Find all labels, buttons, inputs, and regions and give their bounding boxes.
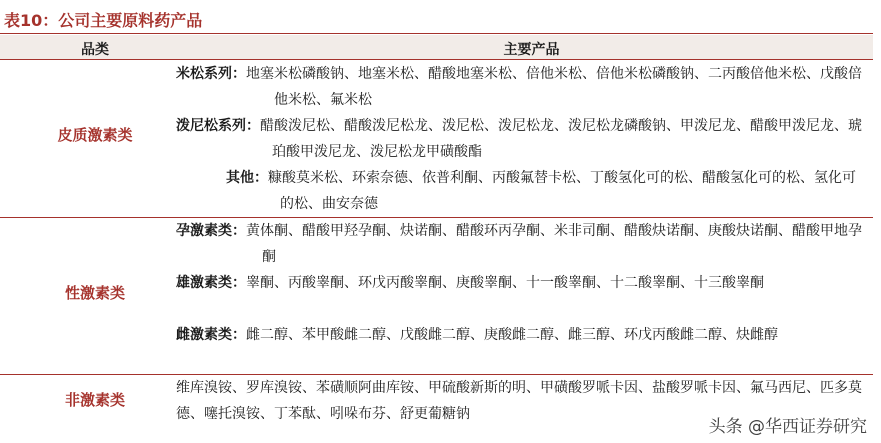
group-products: 糠酸莫米松、环索奈德、依普利酮、丙酸氟替卡松、丁酸氢化可的松、醋酸氢化可的松、氢化可的松、曲安奈德: [268, 170, 856, 212]
section-sex-hormones: [0, 218, 873, 374]
group-products: 雌二醇、苯甲酸雌二醇、戊酸雌二醇、庚酸雌二醇、雌三醇、环戊丙酸雌二醇、炔雌醇: [246, 327, 778, 343]
group-label: 雄激素类：: [176, 275, 246, 291]
section-corticosteroids: [0, 60, 873, 217]
product-group: [176, 165, 867, 217]
group-label: 泼尼松系列：: [176, 118, 260, 134]
category-label: 非激素类: [64, 391, 125, 409]
product-group: [176, 322, 867, 348]
header-category: 品类: [81, 42, 109, 58]
header-products: 主要产品: [503, 42, 560, 58]
group-products: 维库溴铵、罗库溴铵、苯磺顺阿曲库铵、甲硫酸新斯的明、甲磺酸罗哌卡因、盐酸罗哌卡因、氟马西尼、匹多莫德、噻托溴铵、丁苯酞、吲哚布芬、舒更葡糖钠: [176, 380, 862, 422]
product-group: [176, 61, 867, 113]
product-group: [176, 113, 867, 165]
group-products: 地塞米松磷酸钠、地塞米松、醋酸地塞米松、倍他米松、倍他米松磷酸钠、二丙酸倍他米松、戊酸倍他米松、氟米松: [246, 66, 862, 108]
group-label: 雌激素类：: [176, 327, 246, 343]
watermark: 头条 @华西证券研究: [705, 412, 871, 437]
group-label: 其他：: [226, 170, 268, 186]
group-products: 黄体酮、醋酸甲羟孕酮、炔诺酮、醋酸环丙孕酮、米非司酮、醋酸炔诺酮、庚酸炔诺酮、醋酸甲地孕酮: [246, 223, 862, 265]
group-products: 醋酸泼尼松、醋酸泼尼松龙、泼尼松、泼尼松龙、泼尼松龙磷酸钠、甲泼尼龙、醋酸甲泼尼龙、琥珀酸甲泼尼龙、泼尼松龙甲磺酸酯: [260, 118, 862, 160]
table-title: 表10：公司主要原料药产品: [4, 11, 203, 30]
title-rule: [0, 33, 873, 34]
category-label: 皮质激素类: [57, 126, 133, 144]
table-header: [0, 35, 873, 59]
category-label: 性激素类: [64, 284, 125, 302]
product-group: [176, 218, 867, 270]
group-products: 睾酮、丙酸睾酮、环戊丙酸睾酮、庚酸睾酮、十一酸睾酮、十二酸睾酮、十三酸睾酮: [246, 275, 764, 291]
group-label: 米松系列：: [176, 66, 246, 82]
group-label: 孕激素类：: [176, 223, 246, 239]
product-group: [176, 270, 867, 296]
